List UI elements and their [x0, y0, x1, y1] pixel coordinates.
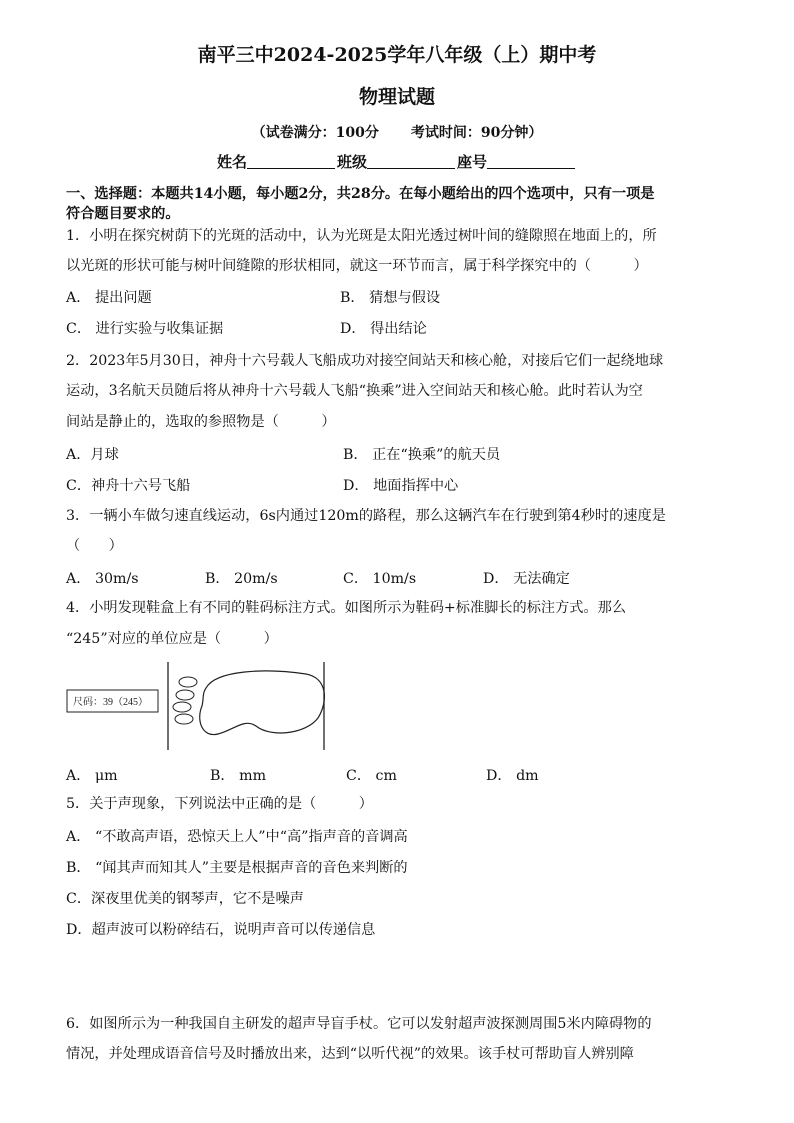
footprint-diagram: [66, 660, 336, 752]
q1-option-d: D． 得出结论: [340, 321, 427, 337]
q3-option-d: D． 无法确定: [483, 571, 570, 587]
q4-option-c: C． cm: [346, 768, 397, 784]
toe-print: [173, 702, 191, 712]
q2-text-line2: 运动，3名航天员随后将从神舟十六号载人飞船“换乘”进入空间站天和核心舱。此时若认为空: [66, 383, 643, 399]
q6-text-line1: 6．如图所示为一种我国自主研发的超声导盲手杖。它可以发射超声波探测周围5米内障碍物的: [66, 1016, 652, 1032]
class-label: 班级: [336, 153, 367, 171]
student-info-row: [0, 151, 794, 172]
seat-label: 座号: [457, 153, 488, 171]
q2-text-line3: 间站是静止的，选取的参照物是（ ）: [66, 414, 336, 430]
name-label: 姓名: [216, 153, 247, 171]
q6-text-line2: 情况，并处理成语音信号及时播放出来，达到“以听代视”的效果。该手杖可帮助盲人辨别障: [66, 1046, 634, 1062]
exam-title: 南平三中2024-2025学年八年级（上）期中考: [197, 44, 597, 66]
toe-print: [176, 690, 194, 700]
section-heading-line2: 符合题目要求的。: [66, 206, 180, 222]
seat-blank[interactable]: [487, 154, 575, 169]
q1-option-c: C． 进行实验与收集证据: [66, 321, 224, 337]
shoe-size-figure: [66, 660, 336, 752]
toe-print: [179, 677, 197, 687]
q4-option-d: D． dm: [486, 768, 539, 784]
foot-sole-outline: [200, 671, 325, 735]
q2-option-d: D． 地面指挥中心: [343, 478, 459, 494]
q4-text-line1: 4．小明发现鞋盒上有不同的鞋码标注方式。如图所示为鞋码+标准脚长的标注方式。那么: [66, 600, 627, 616]
q3-text-line2: （ ）: [66, 538, 123, 554]
q1-text-line1: 1．小明在探究树荫下的光斑的活动中，认为光斑是太阳光透过树叶间的缝隙照在地面上的，所: [66, 228, 657, 244]
exam-info: [0, 122, 794, 142]
q4-option-b: B． mm: [210, 768, 267, 784]
name-blank[interactable]: [247, 154, 335, 169]
time-info: 考试时间：90分钟）: [410, 125, 543, 141]
q3-text-line1: 3．一辆小车做匀速直线运动，6s内通过120m的路程，那么这辆汽车在行驶到第4秒时的速度是: [66, 508, 666, 524]
q1-option-b: B． 猜想与假设: [340, 290, 441, 306]
q4-text-line2: “245”对应的单位应是（ ）: [66, 631, 278, 647]
size-label-text: 尺码：39（245）: [73, 697, 148, 708]
q2-option-a: A．月球: [66, 447, 119, 463]
q5-option-c: C．深夜里优美的钢琴声，它不是噪声: [66, 891, 304, 907]
q5-option-b: B． “闻其声而知其人”主要是根据声音的音色来判断的: [66, 860, 408, 876]
q2-option-c: C．神舟十六号飞船: [66, 478, 191, 494]
q2-text-line1: 2．2023年5月30日，神舟十六号载人飞船成功对接空间站天和核心舱，对接后它们一起绕地球: [66, 353, 664, 369]
q5-text-line1: 5．关于声现象，下列说法中正确的是（ ）: [66, 796, 373, 812]
q4-option-a: A． μm: [66, 768, 118, 784]
class-blank[interactable]: [367, 154, 455, 169]
q5-option-d: D．超声波可以粉碎结石，说明声音可以传递信息: [66, 922, 376, 938]
subject-title: 物理试题: [358, 86, 435, 108]
q3-option-a: A． 30m/s: [66, 571, 139, 587]
q3-option-c: C． 10m/s: [343, 571, 417, 587]
section-heading-line1: 一、选择题：本题共14小题，每小题2分，共28分。在每小题给出的四个选项中，只有一项是: [66, 186, 655, 202]
q5-option-a: A． “不敢高声语，恐惊天上人”中“高”指声音的音调高: [66, 829, 408, 845]
toe-print: [175, 714, 193, 724]
score-info: （试卷满分：100分: [251, 125, 379, 141]
q2-option-b: B． 正在“换乘”的航天员: [343, 447, 501, 463]
q3-option-b: B． 20m/s: [205, 571, 278, 587]
q1-option-a: A． 提出问题: [66, 290, 152, 306]
q1-text-line2: 以光斑的形状可能与树叶间缝隙的形状相同，就这一环节而言，属于科学探究中的（ ）: [66, 258, 648, 274]
